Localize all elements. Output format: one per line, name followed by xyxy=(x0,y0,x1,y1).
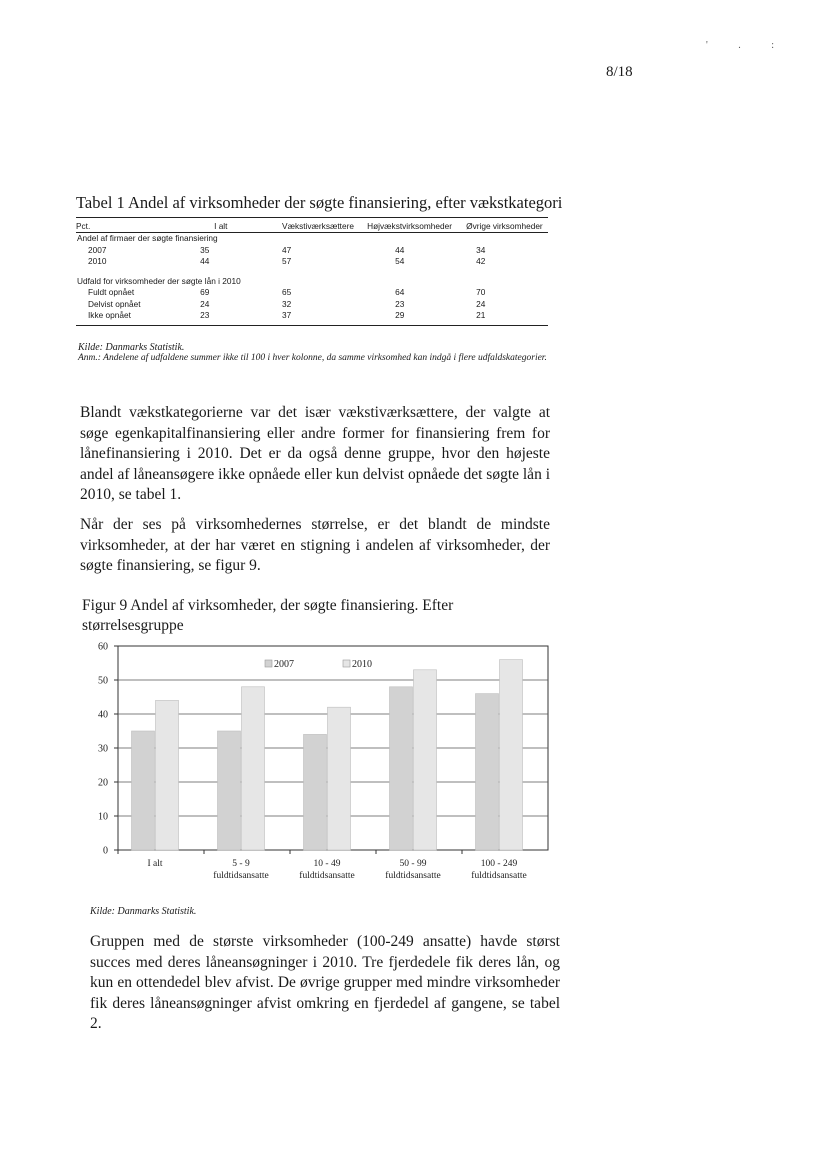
x-tick-label: fuldtidsansatte xyxy=(299,871,355,881)
y-tick-label: 0 xyxy=(103,845,108,857)
legend-label-2007: 2007 xyxy=(274,659,294,670)
figure-source: Kilde: Danmarks Statistik. xyxy=(90,906,197,917)
table-header-row xyxy=(76,218,548,233)
bar-2007-2 xyxy=(304,734,327,850)
x-tick-label: fuldtidsansatte xyxy=(471,871,527,881)
bar-2010-3 xyxy=(414,670,437,850)
y-tick-label: 10 xyxy=(98,811,108,823)
col-header-ovrige: Øvrige virksomheder xyxy=(466,218,548,233)
x-tick-label: 50 - 99 xyxy=(399,859,427,869)
y-tick-label: 50 xyxy=(98,675,108,687)
figure-title: Figur 9 Andel af virksomheder, der søgte finansiering. Efter størrelsesgruppe xyxy=(82,597,454,634)
scan-specks: ' . : xyxy=(706,40,789,51)
table-section-label: Udfald for virksomheder der søgte lån i 2010 xyxy=(77,275,241,286)
y-tick-label: 30 xyxy=(98,743,108,755)
x-tick-label: fuldtidsansatte xyxy=(213,871,269,881)
bar-2007-0 xyxy=(132,731,155,850)
bar-2010-0 xyxy=(156,700,179,850)
bar-2007-1 xyxy=(218,731,241,850)
bar-2007-4 xyxy=(476,694,499,850)
col-header-hojvaekst: Højvækstvirksomheder xyxy=(367,218,466,233)
bar-2010-4 xyxy=(500,660,523,850)
x-tick-label: fuldtidsansatte xyxy=(385,871,441,881)
body-paragraph-3: Gruppen med de største virksomheder (100-249 ansatte) havde størst succes med deres låneansøgninger i 2010. Tre fjerdedele fik deres lån, og kun en ottendedel blev afvist. De øvrige grupper med mindre virksomheder fik deres låneansøgninger afvist omkring en fjerdedel af gangene, se tabel 2. xyxy=(90,933,560,1032)
table-row: Fuldt opnået 69 65 64 70 xyxy=(88,287,486,297)
col-header-vaekst: Vækstiværksættere xyxy=(282,218,367,233)
table-row: Ikke opnået 23 37 29 21 xyxy=(76,310,548,325)
legend-swatch-2007 xyxy=(265,660,272,667)
y-tick-label: 60 xyxy=(98,641,108,653)
table-title: Tabel 1 Andel af virksomheder der søgte finansiering, efter vækstkategori xyxy=(76,193,563,212)
table-1 xyxy=(76,217,548,326)
bar-chart xyxy=(70,636,560,896)
x-tick-label: 10 - 49 xyxy=(313,859,341,869)
bar-2010-1 xyxy=(242,687,265,850)
body-paragraph-1: Blandt vækstkategorierne var det især vækstiværksættere, der valgte at søge egenkapitalfinansiering eller andre former for finansiering frem for lånefinansiering i 2010. Det er da også denne gruppe, hvor den højeste andel af låneansøgere ikke opnåede eller kun delvist opnåede det søgte lån i 2010, se tabel 1. xyxy=(80,404,550,503)
table-row: 2010 44 57 54 42 xyxy=(88,256,486,266)
bar-2010-2 xyxy=(328,707,351,850)
x-tick-label: 100 - 249 xyxy=(480,859,518,869)
legend-label-2010: 2010 xyxy=(352,659,372,670)
y-tick-label: 40 xyxy=(98,709,108,721)
col-header-i-alt: I alt xyxy=(200,218,282,233)
body-paragraph-2: Når der ses på virksomhedernes størrelse, er det blandt de mindste virksomheder, at der har været en stigning i andelen af virksomheder, der søgte finansiering, se figur 9. xyxy=(80,516,550,574)
page-number: 8/18 xyxy=(606,64,633,80)
table-row: 2007 35 47 44 34 xyxy=(88,244,486,255)
data-table xyxy=(76,217,548,326)
x-tick-label: I alt xyxy=(147,859,163,869)
table-source: Kilde: Danmarks Statistik. xyxy=(78,342,185,353)
bar-2007-3 xyxy=(390,687,413,850)
y-tick-label: 20 xyxy=(98,777,108,789)
table-section-label: Andel af firmaer der søgte finansiering xyxy=(77,233,218,243)
table-note: Anm.: Andelene af udfaldene summer ikke til 100 i hver kolonne, da samme virksomhed kan indgå i flere udfaldskategorier. xyxy=(78,353,547,363)
x-tick-label: 5 - 9 xyxy=(232,859,250,869)
table-row: Delvist opnået 24 32 23 24 xyxy=(88,298,486,309)
col-header-pct: Pct. xyxy=(76,218,200,233)
legend-swatch-2010 xyxy=(343,660,350,667)
